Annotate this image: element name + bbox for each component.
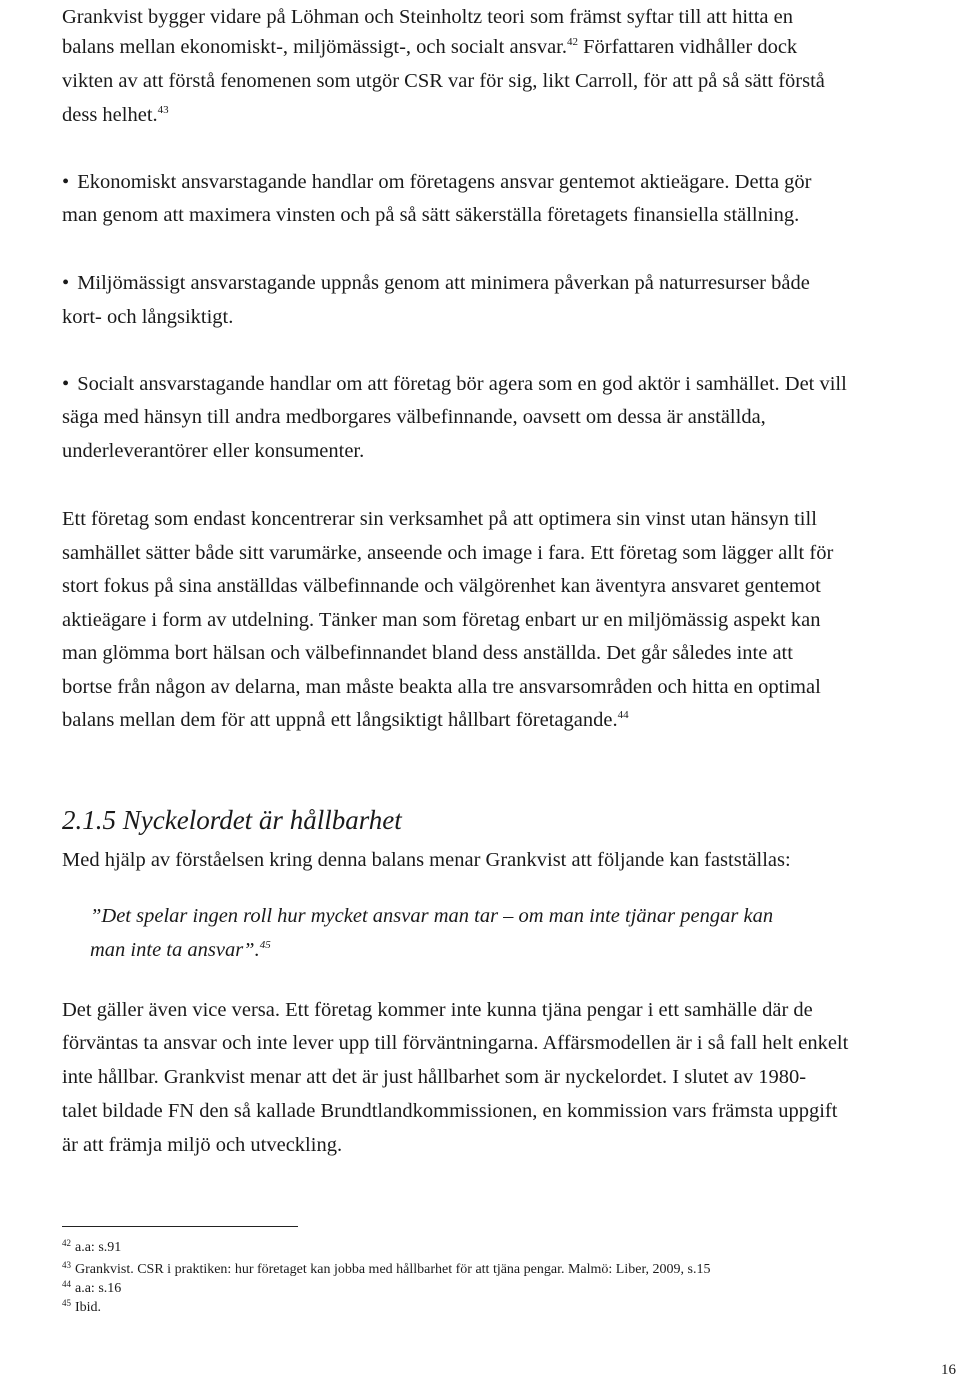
body-paragraph-line: balans mellan dem för att uppnå ett långsiktigt hållbart företagande.$^{44}$	[62, 708, 629, 731]
footnote-ref-43: 43	[157, 103, 169, 116]
footnote-ref-45: 45	[259, 938, 271, 951]
block-quote: ”Det spelar ingen roll hur mycket ansvar man tar – om man inte tjänar pengar kan man inte ta ansvar”.$^{45}$	[90, 905, 774, 961]
body-paragraph-line: Det gäller även vice versa. Ett företag kommer inte kunna tjäna pengar i ett samhälle där de	[62, 999, 813, 1021]
bullet-environmental-line-1: • Miljömässigt ansvarstagande uppnås genom att minimera påverkan på naturresurser både	[62, 272, 810, 294]
body-paragraph-line: stort fokus på sina anställdas välbefinnande och välgörenhet kan äventyra ansvaret gentemot	[62, 575, 821, 597]
body-paragraph-line: man glömma bort hälsan och välbefinnandet bland dess anställda. Det går således inte att	[62, 642, 793, 664]
body-paragraph-line: är att främja miljö och utveckling.	[62, 1134, 343, 1156]
intro-line-1: Grankvist bygger vidare på Löhman och Steinholtz teori som främst syftar till att hitta en	[62, 6, 793, 28]
bullet-social-line-3: underleverantörer eller konsumenter.	[62, 440, 365, 462]
footnote-45: $^{45}$ Ibid.	[62, 1297, 102, 1315]
footnote-43: $^{43}$ Grankvist. CSR i praktiken: hur företaget kan jobba med hållbarhet för att tjäna pengar. Malmö: Liber, 2009, s.15	[62, 1259, 711, 1277]
footnote-ref-44: 44	[617, 708, 629, 721]
intro-line-3: vikten av att förstå fenomenen som utgör CSR var för sig, likt Carroll, för att på så sätt förstå	[62, 70, 825, 92]
footnote-44: $^{44}$ a.a: s.16	[62, 1278, 122, 1296]
footnote-42: $^{42}$ a.a: s.91	[62, 1237, 122, 1255]
bullet-environmental-line-2: kort- och långsiktigt.	[62, 306, 234, 328]
footnote-ref-42: 42	[567, 35, 579, 48]
section-heading: 2.1.5 Nyckelordet är hållbarhet	[62, 805, 402, 835]
bullet-icon: •	[62, 171, 70, 193]
intro-line-2: balans mellan ekonomiskt-, miljömässigt-, och socialt ansvar.$^{42}$ Författaren vidhåller dock	[62, 35, 798, 58]
body-paragraph-line: inte hållbar. Grankvist menar att det är just hållbarhet som är nyckelordet. I slutet av 1980-	[62, 1066, 807, 1088]
body-paragraph-line: förväntas ta ansvar och inte lever upp till förväntningarna. Affärsmodellen är i så fall helt enkelt	[62, 1032, 849, 1054]
section-intro: Med hjälp av förståelsen kring denna balans menar Grankvist att följande kan fastställas:	[62, 849, 791, 871]
bullet-social-line-2: säga med hänsyn till andra medborgares välbefinnande, oavsett om dessa är anställda,	[62, 406, 766, 428]
body-paragraph-line: talet bildade FN den så kallade Brundtlandkommissionen, en kommission vars främsta uppgift	[62, 1100, 838, 1122]
bullet-economic-line-2: man genom att maximera vinsten och på så sätt säkerställa företagets finansiella ställning.	[62, 204, 800, 226]
footnote-divider	[62, 1226, 298, 1227]
body-paragraph-line: aktieägare i form av utdelning. Tänker man som företag enbart ur en miljömässig aspekt kan	[62, 609, 821, 631]
body-paragraph-line: samhället sätter både sitt varumärke, anseende och image i fara. Ett företag som lägger allt för	[62, 542, 834, 564]
body-paragraph-line: bortse från någon av delarna, man måste beakta alla tre ansvarsområden och hitta en optimal	[62, 676, 821, 698]
page-number: 16	[941, 1362, 956, 1378]
bullet-icon: •	[62, 272, 70, 294]
body-paragraph-line: Ett företag som endast koncentrerar sin verksamhet på att optimera sin vinst utan hänsyn till	[62, 508, 817, 530]
bullet-economic-line-1: • Ekonomiskt ansvarstagande handlar om företagens ansvar gentemot aktieägare. Detta gör	[62, 171, 812, 193]
bullet-icon: •	[62, 373, 70, 395]
intro-line-4: dess helhet.$^{43}$	[62, 103, 169, 126]
bullet-social-line-1: • Socialt ansvarstagande handlar om att företag bör agera som en god aktör i samhället. Det vill	[62, 373, 847, 395]
